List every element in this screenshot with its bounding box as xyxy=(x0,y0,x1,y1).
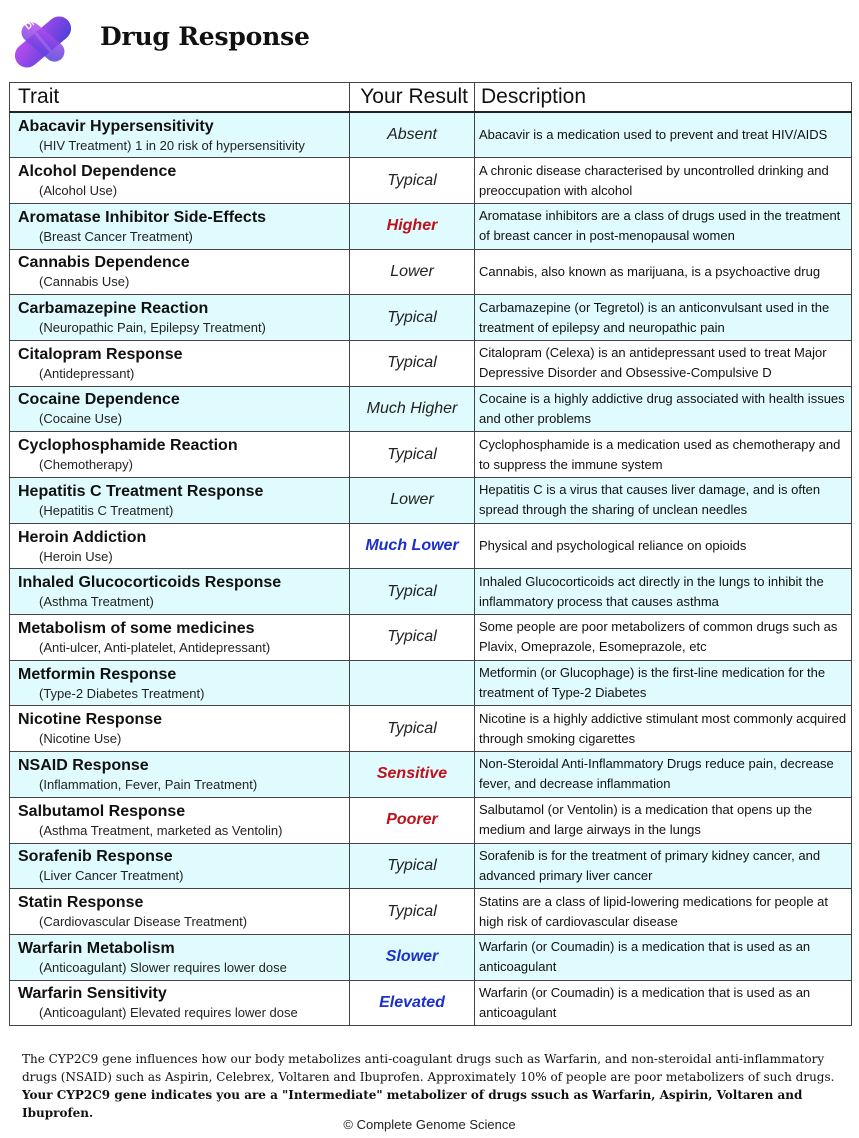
result-value: Lower xyxy=(350,478,475,524)
description-cell: Cyclophosphamide is a medication used as chemotherapy and to suppress the immune system xyxy=(475,432,852,478)
result-value: Elevated xyxy=(350,980,475,1026)
description-cell: Abacavir is a medication used to prevent and treat HIV/AIDS xyxy=(475,112,852,158)
description-cell: Citalopram (Celexa) is an antidepressant used to treat Major Depressive Disorder and Obsessive-Compulsive D xyxy=(475,340,852,386)
description-cell: Cannabis, also known as marijuana, is a psychoactive drug xyxy=(475,249,852,295)
description-cell: A chronic disease characterised by uncontrolled drinking and preoccupation with alcohol xyxy=(475,158,852,204)
description-cell: Nicotine is a highly addictive stimulant most commonly acquired through smoking cigarettes xyxy=(475,706,852,752)
trait-subtitle: (Cannabis Use) xyxy=(39,274,130,290)
table-row xyxy=(10,432,852,478)
column-header-description: Description xyxy=(475,83,852,113)
result-value: Typical xyxy=(350,843,475,889)
trait-subtitle: (Breast Cancer Treatment) xyxy=(39,228,193,244)
drug-response-table xyxy=(9,82,852,1026)
copyright: © Complete Genome Science xyxy=(343,1117,516,1132)
table-row xyxy=(10,112,852,158)
logo-lettering: DNA xyxy=(22,11,45,32)
trait-subtitle: (Nicotine Use) xyxy=(39,731,122,747)
trait-name: Cocaine Dependence xyxy=(18,391,180,409)
trait-cell xyxy=(10,615,350,661)
trait-name: Cannabis Dependence xyxy=(18,254,190,272)
trait-cell xyxy=(10,340,350,386)
result-value: Typical xyxy=(350,340,475,386)
description-cell: Inhaled Glucocorticoids act directly in the lungs to inhibit the inflammatory process that causes asthma xyxy=(475,569,852,615)
table-row xyxy=(10,889,852,935)
logo-icon xyxy=(8,10,78,74)
trait-cell xyxy=(10,569,350,615)
trait-subtitle: (Heroin Use) xyxy=(39,548,113,564)
trait-subtitle: (Inflammation, Fever, Pain Treatment) xyxy=(39,776,258,792)
trait-cell xyxy=(10,386,350,432)
trait-cell xyxy=(10,706,350,752)
result-value: Much Higher xyxy=(350,386,475,432)
description-cell: Some people are poor metabolizers of common drugs such as Plavix, Omeprazole, Esomeprazole, etc xyxy=(475,615,852,661)
description-cell: Aromatase inhibitors are a class of drugs used in the treatment of breast cancer in post-menopausal women xyxy=(475,203,852,249)
trait-name: Aromatase Inhibitor Side-Effects xyxy=(18,208,267,226)
trait-name: Inhaled Glucocorticoids Response xyxy=(18,574,282,592)
trait-cell xyxy=(10,843,350,889)
trait-subtitle: (Neuropathic Pain, Epilepsy Treatment) xyxy=(39,320,266,336)
trait-subtitle: (Anticoagulant) Slower requires lower dose xyxy=(39,959,287,975)
trait-subtitle: (Hepatitis C Treatment) xyxy=(39,502,174,518)
table-row xyxy=(10,340,852,386)
trait-cell xyxy=(10,478,350,524)
trait-cell xyxy=(10,660,350,706)
trait-name: Metformin Response xyxy=(18,665,177,683)
trait-name: Nicotine Response xyxy=(18,711,163,729)
column-header-result: Your Result xyxy=(350,83,475,113)
trait-subtitle: (Asthma Treatment, marketed as Ventolin) xyxy=(39,822,283,838)
result-value: Absent xyxy=(350,112,475,158)
trait-name: Carbamazepine Reaction xyxy=(18,300,209,318)
table-row xyxy=(10,706,852,752)
table-row xyxy=(10,478,852,524)
result-value: Higher xyxy=(350,203,475,249)
result-value: Typical xyxy=(350,158,475,204)
table-row xyxy=(10,615,852,661)
trait-cell xyxy=(10,889,350,935)
result-value: Typical xyxy=(350,569,475,615)
trait-subtitle: (Cardiovascular Disease Treatment) xyxy=(39,914,248,930)
trait-name: NSAID Response xyxy=(18,756,149,774)
table-row xyxy=(10,843,852,889)
table-row xyxy=(10,752,852,798)
result-value: Typical xyxy=(350,432,475,478)
footer-note xyxy=(22,1050,842,1122)
result-value: Typical xyxy=(350,615,475,661)
trait-cell xyxy=(10,249,350,295)
column-header-trait: Trait xyxy=(10,83,350,113)
description-cell: Cocaine is a highly addictive drug associated with health issues and other problems xyxy=(475,386,852,432)
trait-cell xyxy=(10,752,350,798)
footer-explanation: The CYP2C9 gene influences how our body metabolizes anti-coagulant drugs such as Warfarin, and non-steroidal anti-inflammatory drugs (NSAID) such as Aspirin, Celebrex, Voltaren and Ibuprofen. Approximately 10% of people are poor metabolizers of such drugs. xyxy=(22,1052,835,1084)
result-value: Much Lower xyxy=(350,523,475,569)
trait-name: Warfarin Sensitivity xyxy=(18,985,167,1003)
trait-cell xyxy=(10,797,350,843)
table-row xyxy=(10,523,852,569)
trait-subtitle: (Liver Cancer Treatment) xyxy=(39,868,184,884)
table-header-row xyxy=(10,83,852,113)
description-cell: Physical and psychological reliance on opioids xyxy=(475,523,852,569)
footer-conclusion: Your CYP2C9 gene indicates you are a "Intermediate" metabolizer of drugs ssuch as Warfarin, Aspirin, Voltaren and Ibuprofen. xyxy=(22,1088,803,1120)
table-row xyxy=(10,934,852,980)
trait-name: Cyclophosphamide Reaction xyxy=(18,437,238,455)
result-value: Typical xyxy=(350,889,475,935)
trait-subtitle: (Antidepressant) xyxy=(39,365,135,381)
trait-name: Statin Response xyxy=(18,894,144,912)
trait-cell xyxy=(10,295,350,341)
description-cell: Salbutamol (or Ventolin) is a medication that opens up the medium and large airways in the lungs xyxy=(475,797,852,843)
description-cell: Hepatitis C is a virus that causes liver damage, and is often spread through the sharing of unclean needles xyxy=(475,478,852,524)
trait-cell xyxy=(10,980,350,1026)
table-row xyxy=(10,569,852,615)
table-row xyxy=(10,295,852,341)
trait-name: Heroin Addiction xyxy=(18,528,147,546)
trait-subtitle: (Anti-ulcer, Anti-platelet, Antidepressant) xyxy=(39,639,271,655)
result-value: Slower xyxy=(350,934,475,980)
description-cell: Warfarin (or Coumadin) is a medication that is used as an anticoagulant xyxy=(475,934,852,980)
trait-name: Alcohol Dependence xyxy=(18,163,177,181)
table-row xyxy=(10,660,852,706)
result-value: Poorer xyxy=(350,797,475,843)
result-value: Lower xyxy=(350,249,475,295)
result-value: Sensitive xyxy=(350,752,475,798)
trait-subtitle: (Asthma Treatment) xyxy=(39,594,154,610)
trait-name: Warfarin Metabolism xyxy=(18,939,175,957)
result-value: Typical xyxy=(350,706,475,752)
result-value: Typical xyxy=(350,295,475,341)
table-row xyxy=(10,980,852,1026)
trait-name: Hepatitis C Treatment Response xyxy=(18,482,264,500)
trait-subtitle: (HIV Treatment) 1 in 20 risk of hypersensitivity xyxy=(39,137,305,153)
description-cell: Non-Steroidal Anti-Inflammatory Drugs reduce pain, decrease fever, and decrease inflammation xyxy=(475,752,852,798)
trait-cell xyxy=(10,112,350,158)
description-cell: Sorafenib is for the treatment of primary kidney cancer, and advanced primary liver cancer xyxy=(475,843,852,889)
table-row xyxy=(10,158,852,204)
trait-name: Metabolism of some medicines xyxy=(18,619,255,637)
trait-name: Citalopram Response xyxy=(18,345,183,363)
trait-subtitle: (Anticoagulant) Elevated requires lower dose xyxy=(39,1005,298,1021)
description-cell: Carbamazepine (or Tegretol) is an anticonvulsant used in the treatment of epilepsy and neuropathic pain xyxy=(475,295,852,341)
trait-subtitle: (Chemotherapy) xyxy=(39,457,133,473)
trait-subtitle: (Alcohol Use) xyxy=(39,183,118,199)
trait-name: Salbutamol Response xyxy=(18,802,186,820)
table-row xyxy=(10,386,852,432)
trait-subtitle: (Type-2 Diabetes Treatment) xyxy=(39,685,205,701)
trait-cell xyxy=(10,523,350,569)
trait-cell xyxy=(10,934,350,980)
table-row xyxy=(10,203,852,249)
trait-cell xyxy=(10,158,350,204)
table-row xyxy=(10,249,852,295)
trait-subtitle: (Cocaine Use) xyxy=(39,411,123,427)
trait-cell xyxy=(10,203,350,249)
description-cell: Statins are a class of lipid-lowering medications for people at high risk of cardiovascular disease xyxy=(475,889,852,935)
page-title: Drug Response xyxy=(100,22,310,51)
description-cell: Warfarin (or Coumadin) is a medication that is used as an anticoagulant xyxy=(475,980,852,1026)
result-value xyxy=(350,660,475,706)
table-row xyxy=(10,797,852,843)
trait-cell xyxy=(10,432,350,478)
description-cell: Metformin (or Glucophage) is the first-line medication for the treatment of Type-2 Diabetes xyxy=(475,660,852,706)
trait-name: Sorafenib Response xyxy=(18,848,173,866)
trait-name: Abacavir Hypersensitivity xyxy=(18,117,214,135)
